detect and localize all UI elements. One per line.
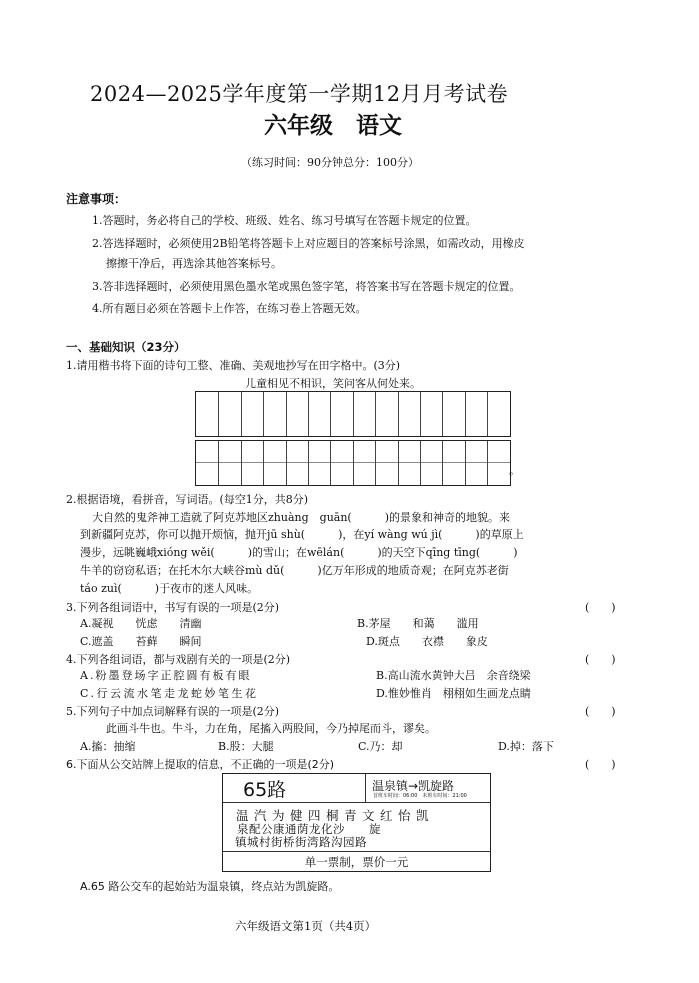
- q3-answer-paren: ( ): [585, 601, 616, 614]
- q3-option-b: B.茅屋 和蔼 滥用: [357, 617, 479, 630]
- route-times: 首班车时间：06:00 末班车时间：21:00: [373, 793, 467, 799]
- q2-line: táo zuì( )于夜市的迷人风味。: [80, 582, 259, 595]
- q1-stem: 1.请用楷书将下面的诗句工整、准确、美观地抄写在田字格中。(3分): [66, 359, 401, 372]
- q3-option-d: D.斑点 衣襟 象皮: [366, 635, 488, 648]
- q5-option-b: B.股：大腿: [218, 740, 274, 753]
- exam-title: 2024—2025学年度第一学期12月月考试卷: [90, 82, 509, 106]
- q5-option-a: A.搐：抽缩: [80, 740, 136, 753]
- bus-stop-sign: [222, 773, 491, 872]
- exam-subtitle: （练习时间：90分钟总分：100分）: [241, 156, 419, 169]
- q4-option-a: A.粉墨登场字正腔圆有板有眼: [80, 669, 252, 682]
- stops-row-3: 镇城村街桥街湾路沟园路: [235, 835, 367, 849]
- q5-answer-paren: ( ): [585, 705, 616, 718]
- q2-line: 漫步，远眺巍峨xióng wěi( )的雪山；在wēlán( )的天空下qīng tīng( ): [80, 546, 518, 559]
- exam-subject: 六年级 语文: [264, 113, 402, 139]
- q6-stem: 6.下面从公交站牌上提取的信息，不正确的一项是(2分): [66, 758, 335, 771]
- page-footer: 六年级语文第1页（共4页）: [235, 919, 377, 933]
- stops-row-1: 温汽为健四桐青文红怡凯: [236, 808, 435, 823]
- q4-option-d: D.惟妙惟肖 栩栩如生画龙点睛: [376, 687, 531, 700]
- section-heading: 一、基础知识（23分）: [66, 340, 186, 354]
- route-number: 65路: [243, 779, 287, 801]
- notice-item: 3.答非选择题时，必须使用黑色墨水笔或黑色签字笔，将答案书写在答题卡规定的位置。: [92, 280, 521, 293]
- q2-line: 牛羊的窃窃私语；在托木尔大峡谷mù dǔ( )亿万年形成的地质奇观；在阿克苏老街: [80, 564, 509, 577]
- q6-answer-paren: ( ): [585, 758, 616, 771]
- q4-option-b: B.高山流水黄钟大吕 余音绕梁: [376, 669, 531, 682]
- q3-option-a: A.凝视 恍虑 清幽: [80, 617, 202, 630]
- q3-option-c: C.遮盖 苔藓 瞬间: [80, 635, 202, 648]
- q5-option-d: D.掉：落下: [498, 740, 554, 753]
- q5-passage: 此画斗牛也。牛斗，力在角，尾搐入两股间，今乃掉尾而斗，谬矣。: [106, 722, 436, 735]
- grid-period: 。: [509, 464, 520, 477]
- q4-option-c: C.行云流水笔走龙蛇妙笔生花: [80, 687, 259, 700]
- q5-option-c: C.乃：却: [358, 740, 403, 753]
- q1-poem: 儿童相见不相识，笑问客从何处来。: [245, 377, 421, 390]
- writing-grid-bottom: [195, 440, 511, 486]
- q4-answer-paren: ( ): [585, 653, 616, 666]
- q4-stem: 4.下列各组词语，都与戏剧有关的一项是(2分): [66, 653, 291, 666]
- q2-stem: 2.根据语境，看拼音，写词语。(每空1分，共8分): [66, 493, 309, 506]
- q3-stem: 3.下列各组词语中，书写有误的一项是(2分): [66, 601, 280, 614]
- writing-grid-top: [195, 391, 511, 437]
- q6-option-a: A.65 路公交车的起始站为温泉镇，终点站为凯旋路。: [80, 880, 340, 893]
- stops-row-2: 泉配公康通荫龙化沙 旋: [237, 822, 381, 836]
- notice-heading: 注意事项：: [66, 192, 127, 206]
- notice-item: 1.答题时，务必将自己的学校、班级、姓名、练习号填写在答题卡规定的位置。: [92, 214, 477, 227]
- route-direction: 温泉镇→凯旋路: [372, 779, 455, 793]
- q2-line: 到新疆阿克苏，你可以抛开烦恼，抛开jū shù( )，在yí wàng wú jì( )的草原上: [80, 528, 524, 541]
- notice-item: 擦擦干净后，再选涂其他答案标号。: [106, 257, 282, 270]
- fare-info: 单一票制，票价一元: [304, 855, 409, 869]
- q5-stem: 5.下列句子中加点词解释有误的一项是(2分): [66, 705, 280, 718]
- notice-item: 4.所有题目必须在答题卡上作答，在练习卷上答题无效。: [92, 302, 367, 315]
- q2-line: 大自然的鬼斧神工造就了阿克苏地区zhuàng guān( )的景象和神奇的地貌。来: [92, 511, 510, 524]
- notice-item: 2.答选择题时，必须使用2B铅笔将答题卡上对应题目的答案标号涂黑，如需改动，用橡皮: [92, 237, 525, 250]
